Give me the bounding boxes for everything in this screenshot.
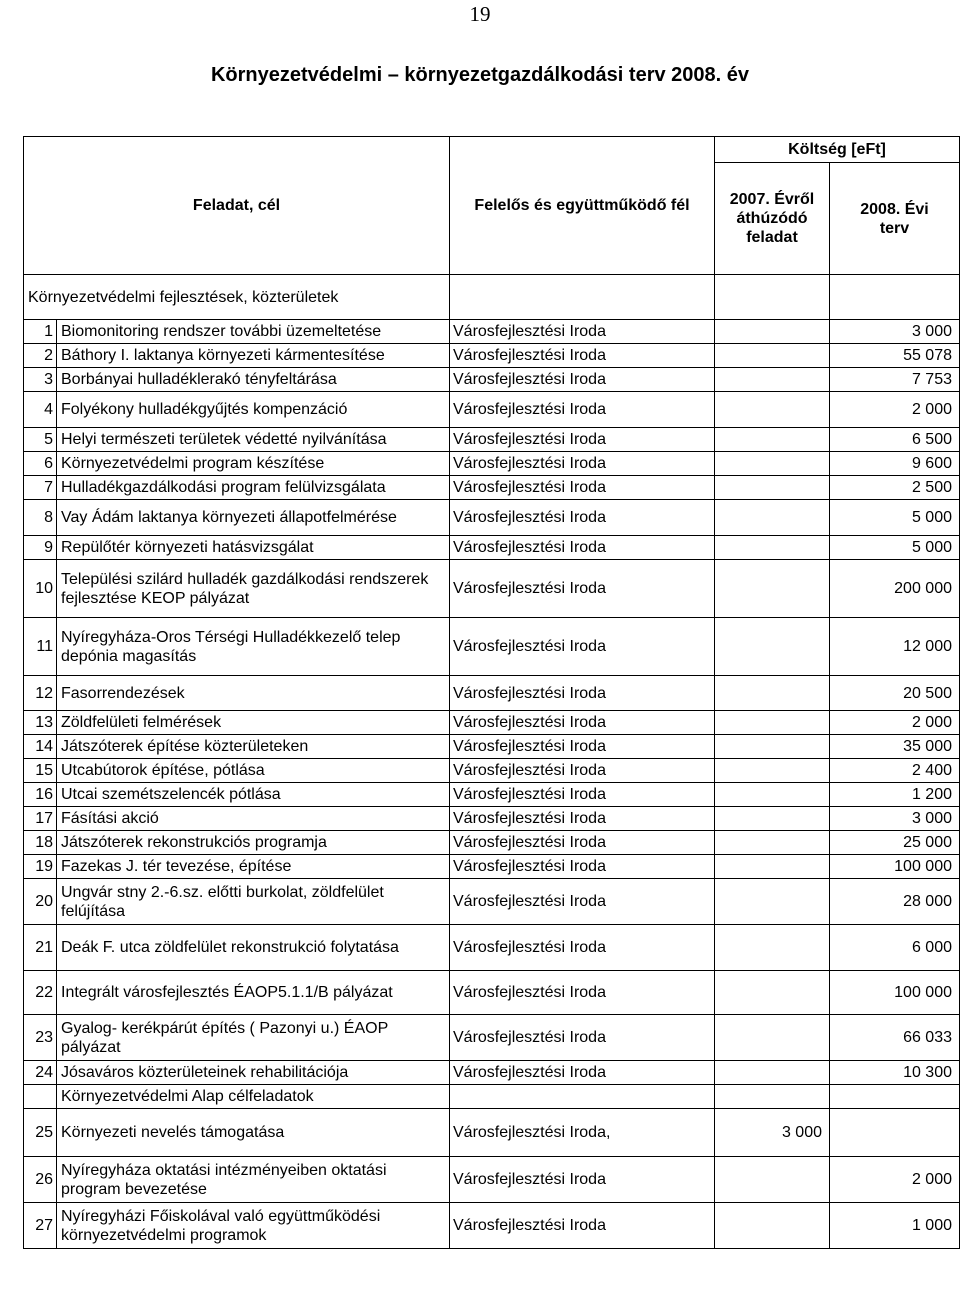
row-cost: 2 400 [830, 759, 960, 783]
row-responsible: Városfejlesztési Iroda [450, 971, 715, 1015]
row-responsible: Városfejlesztési Iroda [450, 676, 715, 711]
header-task: Feladat, cél [24, 137, 450, 275]
row-number: 25 [24, 1109, 57, 1157]
row-responsible: Városfejlesztési Iroda [450, 392, 715, 428]
empty-cell [450, 275, 715, 320]
row-responsible: Városfejlesztési Iroda [450, 428, 715, 452]
row-task: Fazekas J. tér tevezése, építése [57, 855, 450, 879]
table-row [24, 618, 960, 676]
row-responsible: Városfejlesztési Iroda [450, 476, 715, 500]
row-cost: 12 000 [830, 618, 960, 676]
empty-cell [24, 1085, 57, 1109]
row-number: 11 [24, 618, 57, 676]
row-task: Fásítási akció [57, 807, 450, 831]
row-responsible: Városfejlesztési Iroda [450, 879, 715, 925]
row-carry-over [715, 618, 830, 676]
row-carry-over [715, 676, 830, 711]
row-carry-over [715, 855, 830, 879]
table-body-development [24, 275, 960, 1085]
table-row [24, 392, 960, 428]
section-row [24, 275, 960, 320]
row-number: 23 [24, 1015, 57, 1061]
empty-cell [450, 1085, 715, 1109]
row-task: Folyékony hulladékgyűjtés kompenzáció [57, 392, 450, 428]
row-cost: 9 600 [830, 452, 960, 476]
table-row [24, 1061, 960, 1085]
row-number: 4 [24, 392, 57, 428]
table-row [24, 759, 960, 783]
row-number: 15 [24, 759, 57, 783]
table-row [24, 428, 960, 452]
row-carry-over [715, 759, 830, 783]
table-row [24, 1203, 960, 1249]
table-row [24, 711, 960, 735]
header-carry-over [715, 163, 830, 275]
row-number: 8 [24, 500, 57, 536]
row-cost: 7 753 [830, 368, 960, 392]
row-carry-over [715, 476, 830, 500]
row-number: 14 [24, 735, 57, 759]
row-task: Biomonitoring rendszer további üzemeltetése [57, 320, 450, 344]
row-carry-over [715, 735, 830, 759]
row-responsible: Városfejlesztési Iroda [450, 320, 715, 344]
row-cost: 2 000 [830, 1157, 960, 1203]
row-task: Nyíregyháza-Oros Térségi Hulladékkezelő telep depónia magasítás [57, 618, 450, 676]
row-responsible: Városfejlesztési Iroda [450, 807, 715, 831]
row-carry-over [715, 320, 830, 344]
table-row [24, 879, 960, 925]
table-row [24, 925, 960, 971]
header-plan-line: 2008. Évi [860, 200, 929, 218]
row-responsible: Városfejlesztési Iroda [450, 735, 715, 759]
page-number: 19 [469, 2, 491, 26]
row-number: 2 [24, 344, 57, 368]
row-carry-over [715, 711, 830, 735]
row-number: 16 [24, 783, 57, 807]
row-carry-over [715, 560, 830, 618]
table-row [24, 1015, 960, 1061]
row-task: Gyalog- kerékpárút építés ( Pazonyi u.) ÉAOP pályázat [57, 1015, 450, 1061]
row-cost: 5 000 [830, 500, 960, 536]
header-carry-over-line: 2007. Évről [729, 191, 815, 208]
plan-table [23, 136, 960, 1249]
row-carry-over [715, 392, 830, 428]
row-number: 3 [24, 368, 57, 392]
row-responsible: Városfejlesztési Iroda [450, 368, 715, 392]
table-body-fund [24, 1085, 960, 1249]
empty-cell [830, 1085, 960, 1109]
row-carry-over [715, 368, 830, 392]
row-task: Integrált városfejlesztés ÉAOP5.1.1/B pályázat [57, 971, 450, 1015]
row-carry-over [715, 807, 830, 831]
row-carry-over [715, 925, 830, 971]
row-task: Környezeti nevelés támogatása [57, 1109, 450, 1157]
row-cost: 55 078 [830, 344, 960, 368]
row-task: Deák F. utca zöldfelület rekonstrukció folytatása [57, 925, 450, 971]
row-carry-over [715, 831, 830, 855]
row-cost: 6 000 [830, 925, 960, 971]
row-carry-over [715, 1061, 830, 1085]
table-row [24, 783, 960, 807]
row-cost: 5 000 [830, 536, 960, 560]
row-number: 13 [24, 711, 57, 735]
row-responsible: Városfejlesztési Iroda [450, 783, 715, 807]
row-cost: 1 000 [830, 1203, 960, 1249]
row-carry-over [715, 536, 830, 560]
table-row [24, 344, 960, 368]
row-responsible: Városfejlesztési Iroda [450, 560, 715, 618]
row-carry-over [715, 1015, 830, 1061]
row-task: Utcai szemétszelencék pótlása [57, 783, 450, 807]
row-carry-over [715, 1203, 830, 1249]
row-cost: 2 500 [830, 476, 960, 500]
row-responsible: Városfejlesztési Iroda, [450, 1109, 715, 1157]
row-cost: 66 033 [830, 1015, 960, 1061]
row-task: Környezetvédelmi program készítése [57, 452, 450, 476]
empty-cell [830, 275, 960, 320]
table-row [24, 831, 960, 855]
row-task: Vay Ádám laktanya környezeti állapotfelmérése [57, 500, 450, 536]
row-carry-over [715, 428, 830, 452]
row-cost [830, 1109, 960, 1157]
empty-cell [715, 1085, 830, 1109]
row-responsible: Városfejlesztési Iroda [450, 1015, 715, 1061]
table-row [24, 971, 960, 1015]
row-number: 17 [24, 807, 57, 831]
header-responsible: Felelős és együttműködő fél [450, 137, 715, 275]
row-cost: 6 500 [830, 428, 960, 452]
row-cost: 100 000 [830, 855, 960, 879]
table-row [24, 320, 960, 344]
row-number: 19 [24, 855, 57, 879]
row-task: Borbányai hulladéklerakó tényfeltárása [57, 368, 450, 392]
row-responsible: Városfejlesztési Iroda [450, 1203, 715, 1249]
row-number: 27 [24, 1203, 57, 1249]
row-cost: 2 000 [830, 711, 960, 735]
row-number: 26 [24, 1157, 57, 1203]
row-task: Hulladékgazdálkodási program felülvizsgálata [57, 476, 450, 500]
row-responsible: Városfejlesztési Iroda [450, 925, 715, 971]
row-carry-over [715, 1157, 830, 1203]
row-responsible: Városfejlesztési Iroda [450, 1157, 715, 1203]
row-cost: 25 000 [830, 831, 960, 855]
row-number: 20 [24, 879, 57, 925]
row-task: Települési szilárd hulladék gazdálkodási rendszerek fejlesztése KEOP pályázat [57, 560, 450, 618]
row-number: 12 [24, 676, 57, 711]
row-responsible: Városfejlesztési Iroda [450, 536, 715, 560]
row-number: 18 [24, 831, 57, 855]
header-carry-over-line: áthúzódó [736, 210, 808, 227]
row-carry-over [715, 971, 830, 1015]
row-task: Báthory I. laktanya környezeti kármentesítése [57, 344, 450, 368]
row-responsible: Városfejlesztési Iroda [450, 1061, 715, 1085]
row-responsible: Városfejlesztési Iroda [450, 618, 715, 676]
row-task: Jósaváros közterületeinek rehabilitációja [57, 1061, 450, 1085]
table-row [24, 735, 960, 759]
row-carry-over: 3 000 [715, 1109, 830, 1157]
row-task: Játszóterek rekonstrukciós programja [57, 831, 450, 855]
row-responsible: Városfejlesztési Iroda [450, 344, 715, 368]
table-row [24, 452, 960, 476]
table-row [24, 536, 960, 560]
table-row [24, 560, 960, 618]
row-carry-over [715, 452, 830, 476]
row-task: Nyíregyházi Főiskolával való együttműködési környezetvédelmi programok [57, 1203, 450, 1249]
empty-cell [715, 275, 830, 320]
row-task: Repülőtér környezeti hatásvizsgálat [57, 536, 450, 560]
table-row [24, 807, 960, 831]
row-number: 22 [24, 971, 57, 1015]
row-responsible: Városfejlesztési Iroda [450, 759, 715, 783]
row-cost: 200 000 [830, 560, 960, 618]
header-plan [830, 163, 960, 275]
row-carry-over [715, 783, 830, 807]
row-carry-over [715, 879, 830, 925]
table-row [24, 500, 960, 536]
row-task: Játszóterek építése közterületeken [57, 735, 450, 759]
header-carry-over-line: feladat [746, 229, 798, 246]
row-carry-over [715, 500, 830, 536]
row-cost: 3 000 [830, 807, 960, 831]
row-cost: 3 000 [830, 320, 960, 344]
row-number: 21 [24, 925, 57, 971]
table-row [24, 476, 960, 500]
section-title: Környezetvédelmi Alap célfeladatok [57, 1085, 450, 1109]
section-title: Környezetvédelmi fejlesztések, közterületek [24, 275, 450, 320]
row-responsible: Városfejlesztési Iroda [450, 711, 715, 735]
table-row [24, 676, 960, 711]
table-row [24, 368, 960, 392]
row-cost: 2 000 [830, 392, 960, 428]
document-title: Környezetvédelmi – környezetgazdálkodási terv 2008. év [210, 64, 750, 86]
row-number: 7 [24, 476, 57, 500]
row-number: 5 [24, 428, 57, 452]
section-row [24, 1085, 960, 1109]
table-row [24, 855, 960, 879]
row-task: Zöldfelületi felmérések [57, 711, 450, 735]
row-number: 24 [24, 1061, 57, 1085]
header-cost-group: Költség [eFt] [715, 137, 960, 163]
row-task: Ungvár stny 2.-6.sz. előtti burkolat, zöldfelület felújítása [57, 879, 450, 925]
table-row [24, 1157, 960, 1203]
row-cost: 35 000 [830, 735, 960, 759]
row-cost: 1 200 [830, 783, 960, 807]
row-number: 6 [24, 452, 57, 476]
row-task: Helyi természeti területek védetté nyilvánítása [57, 428, 450, 452]
table-row [24, 1109, 960, 1157]
row-number: 1 [24, 320, 57, 344]
row-carry-over [715, 344, 830, 368]
row-cost: 10 300 [830, 1061, 960, 1085]
row-number: 10 [24, 560, 57, 618]
row-number: 9 [24, 536, 57, 560]
row-responsible: Városfejlesztési Iroda [450, 452, 715, 476]
row-task: Fasorrendezések [57, 676, 450, 711]
row-cost: 28 000 [830, 879, 960, 925]
row-responsible: Városfejlesztési Iroda [450, 855, 715, 879]
row-task: Nyíregyháza oktatási intézményeiben oktatási program bevezetése [57, 1157, 450, 1203]
row-responsible: Városfejlesztési Iroda [450, 831, 715, 855]
row-cost: 100 000 [830, 971, 960, 1015]
row-cost: 20 500 [830, 676, 960, 711]
header-plan-line: terv [879, 219, 910, 237]
row-task: Utcabútorok építése, pótlása [57, 759, 450, 783]
row-responsible: Városfejlesztési Iroda [450, 500, 715, 536]
